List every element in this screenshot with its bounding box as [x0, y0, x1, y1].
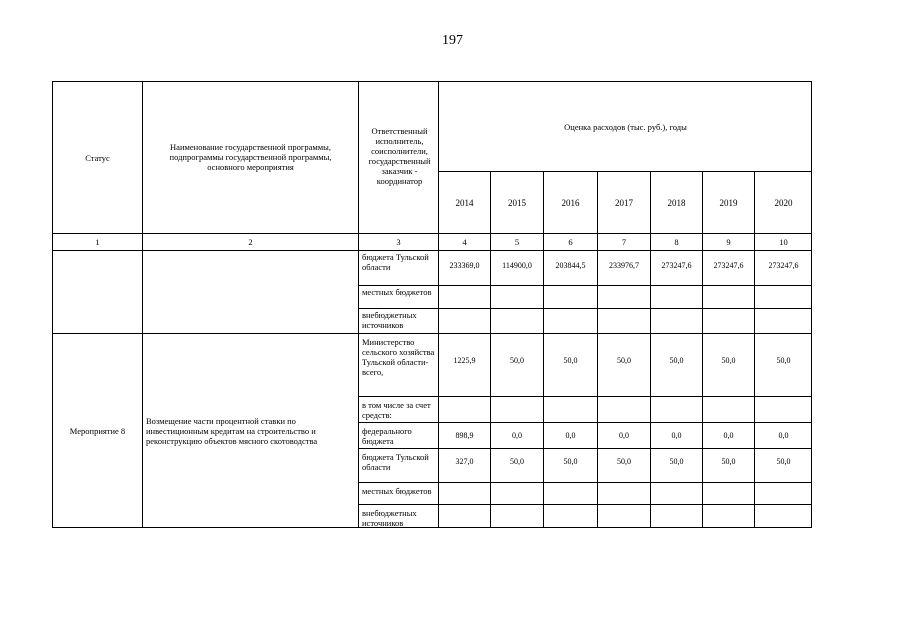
value-cell-text: 0,0	[671, 431, 682, 440]
value-cell	[490, 482, 543, 504]
measure-status	[52, 333, 142, 528]
column-number-5-text: 5	[514, 237, 520, 247]
column-number-3	[358, 233, 438, 250]
value-cell	[650, 504, 702, 528]
source-cell-text: внебюджетных источников	[362, 310, 417, 330]
value-cell	[702, 504, 754, 528]
continued-status	[52, 250, 142, 333]
value-cell	[490, 448, 543, 482]
column-number-1	[52, 233, 142, 250]
value-cell	[543, 422, 597, 448]
value-cell-text: 273247,6	[661, 261, 692, 270]
source-cell	[358, 250, 438, 285]
year-2018	[650, 171, 702, 233]
column-number-9	[702, 233, 754, 250]
value-cell	[490, 504, 543, 528]
header-name	[142, 81, 358, 233]
year-2020	[754, 171, 812, 233]
value-cell	[597, 250, 650, 285]
column-number-10	[754, 233, 812, 250]
value-cell	[543, 250, 597, 285]
value-cell	[702, 285, 754, 308]
column-number-6-text: 6	[568, 237, 573, 247]
year-2017	[597, 171, 650, 233]
value-cell	[597, 285, 650, 308]
value-cell	[597, 396, 650, 422]
value-cell	[490, 422, 543, 448]
budget-table	[52, 81, 812, 528]
value-cell-text: 233369,0	[449, 261, 480, 270]
value-cell	[490, 308, 543, 333]
value-cell-text: 50,0	[510, 457, 524, 466]
value-cell-text: 50,0	[669, 356, 684, 365]
source-cell	[358, 333, 438, 396]
value-cell-text: 50,0	[617, 356, 631, 365]
source-cell-text: федерального бюджета	[362, 426, 412, 446]
value-cell-text: 50,0	[776, 457, 791, 466]
value-cell	[543, 285, 597, 308]
year-2014-text: 2014	[455, 197, 474, 208]
source-cell	[358, 504, 438, 528]
value-cell-text: 114900,0	[502, 261, 532, 270]
value-cell-text: 203844,5	[555, 261, 586, 270]
value-cell	[438, 504, 490, 528]
year-2016	[543, 171, 597, 233]
column-number-9-text: 9	[726, 237, 731, 247]
value-cell	[490, 396, 543, 422]
value-cell	[650, 333, 702, 396]
value-cell	[650, 448, 702, 482]
value-cell	[490, 285, 543, 308]
header-status-text: Статус	[85, 152, 110, 163]
value-cell	[543, 308, 597, 333]
header-status	[52, 81, 142, 233]
column-number-3-text: 3	[396, 237, 401, 247]
source-cell	[358, 482, 438, 504]
column-number-8	[650, 233, 702, 250]
value-cell-text: 50,0	[721, 356, 736, 365]
source-cell-text: бюджета Тульской области	[362, 252, 429, 272]
value-cell	[438, 285, 490, 308]
column-number-4	[438, 233, 490, 250]
year-2017-text: 2017	[615, 197, 633, 208]
value-cell-text: 50,0	[617, 457, 631, 466]
value-cell	[438, 482, 490, 504]
value-cell	[597, 448, 650, 482]
header-executor	[358, 81, 438, 233]
value-cell	[490, 250, 543, 285]
value-cell	[438, 308, 490, 333]
value-cell	[754, 250, 812, 285]
measure-name	[142, 333, 358, 528]
year-2018-text: 2018	[667, 197, 686, 208]
value-cell	[702, 422, 754, 448]
column-number-8-text: 8	[674, 237, 679, 247]
header-executor-text: Ответственный исполнитель, соисполнители, государственный заказчик - координатор	[368, 126, 431, 186]
page-number: 197	[442, 33, 463, 48]
value-cell	[650, 285, 702, 308]
column-number-2	[142, 233, 358, 250]
source-cell-text: бюджета Тульской области	[362, 452, 429, 472]
value-cell	[543, 482, 597, 504]
value-cell	[438, 422, 490, 448]
header-estimate	[438, 81, 812, 171]
source-cell-text: Министерство сельского хозяйства Тульской области- всего,	[362, 337, 435, 377]
value-cell	[438, 448, 490, 482]
value-cell	[702, 333, 754, 396]
value-cell	[597, 333, 650, 396]
value-cell	[754, 396, 812, 422]
column-number-5	[490, 233, 543, 250]
value-cell	[702, 448, 754, 482]
continued-name	[142, 250, 358, 333]
value-cell	[754, 285, 812, 308]
source-cell-text: местных бюджетов	[362, 287, 432, 297]
value-cell	[650, 308, 702, 333]
value-cell-text: 0,0	[619, 431, 629, 440]
source-cell-text: в том числе за счет средств:	[362, 400, 431, 420]
value-cell	[702, 396, 754, 422]
value-cell	[650, 422, 702, 448]
column-number-6	[543, 233, 597, 250]
source-cell	[358, 448, 438, 482]
source-cell-text: внебюджетных источников	[362, 508, 417, 528]
source-cell-text: местных бюджетов	[362, 486, 432, 496]
value-cell	[754, 504, 812, 528]
value-cell-text: 50,0	[563, 457, 578, 466]
value-cell	[438, 250, 490, 285]
header-name-text: Наименование государственной программы, подпрограммы государственной программы, основного мероприятия	[169, 142, 332, 172]
year-2015	[490, 171, 543, 233]
value-cell-text: 50,0	[721, 457, 736, 466]
value-cell-text: 50,0	[669, 457, 684, 466]
value-cell	[438, 396, 490, 422]
measure-status-text: Мероприятие 8	[69, 426, 126, 436]
value-cell-text: 273247,6	[768, 261, 799, 270]
value-cell	[754, 482, 812, 504]
source-cell	[358, 422, 438, 448]
value-cell	[754, 448, 812, 482]
value-cell	[597, 422, 650, 448]
column-number-7-text: 7	[621, 237, 627, 247]
value-cell	[543, 333, 597, 396]
source-cell	[358, 308, 438, 333]
year-2019	[702, 171, 754, 233]
value-cell-text: 0,0	[723, 431, 734, 440]
measure-name-text: Возмещение части процентной ставки по инвестиционным кредитам на строительство и реконструкцию объектов мясного скотоводства	[146, 416, 318, 446]
value-cell	[650, 482, 702, 504]
value-cell	[597, 308, 650, 333]
value-cell-text: 50,0	[510, 356, 524, 365]
value-cell	[543, 448, 597, 482]
value-cell	[702, 308, 754, 333]
header-estimate-text: Оценка расходов (тыс. руб.), годы	[564, 121, 687, 132]
value-cell	[650, 250, 702, 285]
year-2016-text: 2016	[561, 197, 580, 208]
source-cell	[358, 396, 438, 422]
value-cell	[438, 333, 490, 396]
value-cell-text: 0,0	[565, 431, 576, 440]
column-number-10-text: 10	[779, 237, 788, 247]
value-cell	[597, 482, 650, 504]
value-cell-text: 898,9	[455, 431, 474, 440]
value-cell-text: 233976,7	[609, 261, 639, 270]
year-2015-text: 2015	[508, 197, 526, 208]
value-cell-text: 273247,6	[713, 261, 744, 270]
value-cell-text: 50,0	[776, 356, 791, 365]
value-cell	[702, 482, 754, 504]
year-2019-text: 2019	[719, 197, 738, 208]
value-cell	[597, 504, 650, 528]
column-number-1-text: 1	[95, 237, 100, 247]
value-cell-text: 0,0	[512, 431, 522, 440]
value-cell	[490, 333, 543, 396]
value-cell-text: 50,0	[563, 356, 578, 365]
column-number-2-text: 2	[248, 237, 253, 247]
value-cell-text: 0,0	[778, 431, 789, 440]
value-cell-text: 327,0	[455, 457, 474, 466]
source-cell	[358, 285, 438, 308]
value-cell	[543, 396, 597, 422]
value-cell	[754, 333, 812, 396]
value-cell	[754, 308, 812, 333]
value-cell	[650, 396, 702, 422]
column-number-4-text: 4	[462, 237, 467, 247]
year-2014	[438, 171, 490, 233]
value-cell	[543, 504, 597, 528]
column-number-7	[597, 233, 650, 250]
year-2020-text: 2020	[774, 197, 793, 208]
value-cell	[702, 250, 754, 285]
value-cell	[754, 422, 812, 448]
value-cell-text: 1225,9	[453, 356, 476, 365]
